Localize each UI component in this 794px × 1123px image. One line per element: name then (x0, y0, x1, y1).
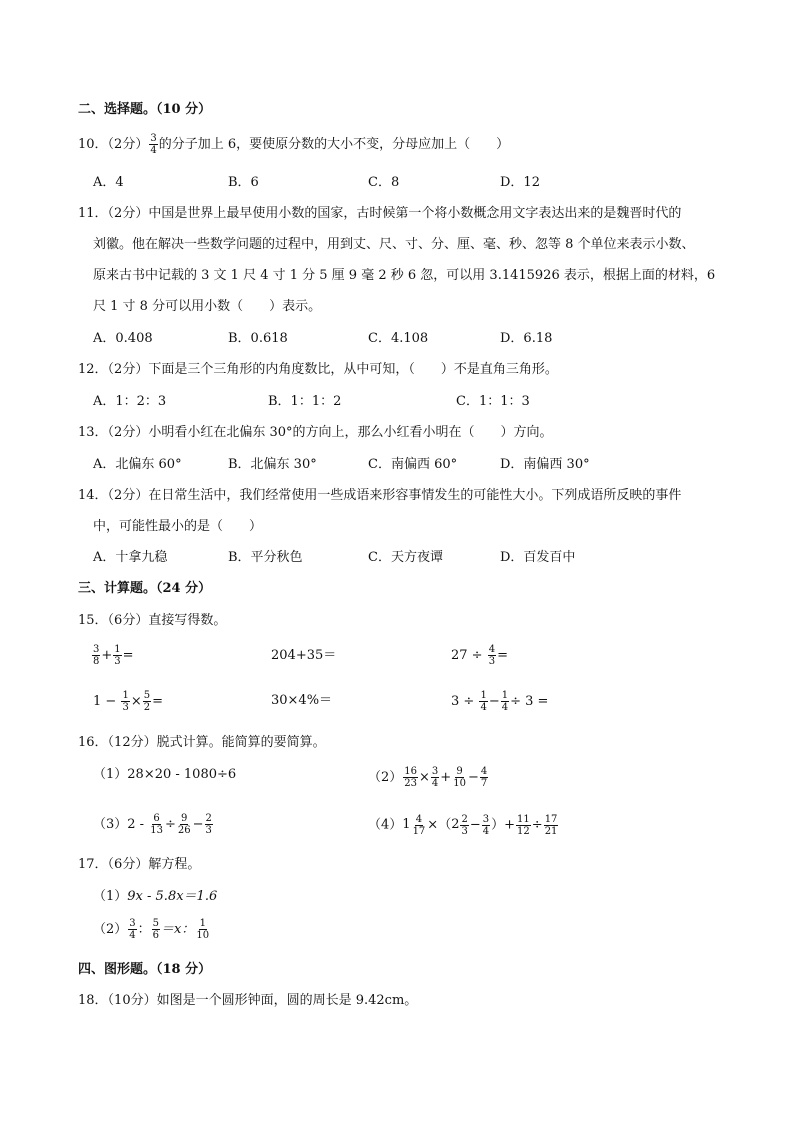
frac-numerator: 9 (181, 813, 188, 824)
frac-numerator: 4 (415, 813, 423, 825)
q11-option-a: A．0.408 (93, 331, 153, 346)
frac-denominator: 26 (177, 825, 191, 836)
operator: − (469, 817, 481, 833)
q15-expr-2: 204+35＝ (271, 648, 337, 663)
q10-fraction (149, 133, 157, 156)
frac-numerator: 3 (431, 766, 439, 777)
q16-part-3 (93, 807, 214, 843)
question-17: 17．（6分）解方程。 (78, 857, 201, 872)
expr-prefix: 3 ÷ (451, 694, 475, 709)
fraction (177, 813, 192, 836)
frac-numerator: 1 (199, 918, 206, 929)
frac-numerator: 9 (456, 766, 463, 777)
operator: + (101, 648, 113, 663)
operator: − (488, 694, 500, 709)
frac-numerator: 5 (143, 690, 151, 701)
q14-option-b: B．平分秋色 (228, 550, 303, 565)
equation-middle: ＝x： (161, 922, 195, 937)
frac-numerator: 3 (129, 918, 136, 929)
operator: × (130, 694, 142, 709)
frac-denominator: 7 (480, 778, 488, 789)
q14-option-c: C．天方夜谭 (368, 550, 443, 565)
section-title-choice: 二、选择题。（10 分） (78, 102, 212, 117)
fraction (128, 918, 136, 941)
fraction (195, 918, 210, 941)
q13-option-d: D．南偏西 30° (500, 457, 590, 472)
question-13: 13．（2分）小明看小红在北偏东 30°的方向上，那么小红看小明在（ ）方向。 (78, 425, 553, 440)
q11-line-4: 尺 1 寸 8 分可以用小数（ ）表示。 (93, 299, 322, 314)
frac-denominator: 3 (122, 702, 129, 713)
fraction (205, 813, 213, 836)
equals-sign: = (122, 648, 134, 663)
operator: ÷ (531, 817, 543, 833)
q15-expr-1 (91, 638, 134, 674)
whole-part: 1 (402, 817, 411, 832)
fraction (412, 814, 427, 837)
mixed-number (402, 807, 427, 843)
section-title-calc: 三、计算题。（24 分） (78, 581, 212, 596)
q13-option-a: A．北偏东 60° (93, 457, 182, 472)
operator: + (440, 770, 452, 785)
fraction (149, 813, 164, 836)
operator: − (192, 817, 204, 832)
fraction (544, 814, 559, 837)
q17-part-1 (93, 888, 217, 906)
fraction (143, 690, 151, 713)
q13-option-c: C．南偏西 60° (368, 457, 458, 472)
frac-numerator: 6 (153, 813, 160, 824)
frac-denominator: 12 (517, 825, 530, 837)
frac-numerator: 1 (114, 644, 121, 655)
whole-part: 2 (451, 817, 460, 832)
frac-denominator: 3 (114, 656, 121, 667)
frac-numerator: 1 (122, 690, 129, 701)
frac-denominator: 21 (544, 825, 558, 837)
operator: × (419, 770, 430, 785)
frac-denominator: 23 (404, 778, 418, 789)
fraction (452, 766, 467, 789)
frac-denominator: 10 (196, 930, 210, 941)
q10-text: 的分子加上 6，要使原分数的大小不变，分母应加上（ ） (158, 137, 510, 152)
fraction (501, 690, 509, 713)
q10-option-b: B．6 (228, 175, 259, 190)
frac-denominator: 4 (480, 702, 487, 713)
frac-numerator: 3 (93, 644, 100, 655)
fraction (403, 766, 418, 789)
frac-denominator: 4 (482, 825, 490, 837)
frac-denominator: 4 (431, 778, 439, 789)
q11-option-c: C．4.108 (368, 331, 429, 346)
frac-numerator: 3 (150, 133, 157, 144)
fraction (479, 690, 487, 713)
question-12: 12．（2分）下面是三个三角形的内角度数比，从中可知，（ ）不是直角三角形。 (78, 362, 558, 377)
part-label: （2） (368, 770, 403, 785)
frac-denominator: 8 (93, 656, 100, 667)
fraction (488, 644, 496, 667)
q15-expr-3 (451, 638, 508, 674)
frac-numerator: 1 (501, 690, 509, 701)
part-label: （4） (368, 817, 403, 833)
fraction (121, 690, 129, 713)
frac-numerator: 3 (482, 813, 490, 825)
part-label: （3）2 - (93, 817, 145, 832)
ratio-colon: ： (137, 922, 151, 937)
expr-suffix: ÷ 3 = (510, 694, 549, 709)
equals-sign: = (497, 648, 508, 663)
q15-expr-6 (451, 684, 548, 720)
frac-denominator: 2 (143, 702, 151, 713)
frac-denominator: 17 (412, 825, 426, 837)
frac-denominator: 4 (129, 930, 136, 941)
q11-option-d: D．6.18 (500, 331, 553, 346)
question-16: 16．（12分）脱式计算。能简算的要简算。 (78, 735, 326, 750)
fraction (516, 814, 531, 837)
question-18: 18．（10分）如图是一个圆形钟面，圆的周长是 9.42cm。 (78, 993, 418, 1008)
q16-part-2 (368, 760, 489, 796)
expr-prefix: 27 ÷ (451, 648, 483, 663)
q15-expr-5: 30×4%＝ (271, 693, 333, 708)
q10-prefix: 10．（2分） (78, 137, 149, 152)
frac-numerator: 2 (461, 813, 468, 825)
section-title-geometry: 四、图形题。（18 分） (78, 962, 212, 977)
frac-denominator: 3 (205, 825, 212, 836)
frac-denominator: 4 (501, 702, 509, 713)
operator: ÷ (164, 817, 176, 832)
frac-denominator: 10 (453, 778, 466, 789)
part-label: （2） (93, 922, 128, 937)
q11-option-b: B．0.618 (228, 331, 288, 346)
part-label: （1） (93, 889, 128, 904)
q10-option-d: D．12 (500, 175, 540, 190)
question-10 (78, 130, 509, 160)
q14-line-1: 14．（2分）在日常生活中，我们经常使用一些成语来形容事情发生的可能性大小。下列成语所反映的事件 (78, 488, 682, 503)
q14-line-2: 中，可能性最小的是（ ） (93, 519, 263, 534)
frac-denominator: 3 (461, 825, 468, 837)
q12-option-a: A．1：2：3 (93, 394, 167, 409)
fraction (482, 814, 490, 837)
fraction (431, 766, 439, 789)
q14-option-d: D．百发百中 (500, 550, 576, 565)
question-15: 15．（6分）直接写得数。 (78, 613, 227, 628)
frac-numerator: 5 (152, 918, 160, 929)
q16-part-4 (368, 807, 559, 844)
q12-option-b: B．1：1：2 (268, 394, 342, 409)
equation: 9x - 5.8x＝1.6 (127, 889, 218, 904)
frac-numerator: 2 (205, 813, 212, 824)
fraction (460, 814, 468, 837)
q11-line-2: 刘徽。他在解决一些数学问题的过程中，用到丈、尺、寸、分、厘、毫、秒、忽等 8 个单位来表示小数、 (93, 237, 695, 252)
frac-denominator: 4 (150, 145, 157, 156)
mixed-number (451, 807, 470, 843)
q11-line-3: 原来古书中记载的 3 文 1 尺 4 寸 1 分 5 厘 9 毫 2 秒 6 忽，可以用 3.1415926 表示，根据上面的材料，6 (93, 268, 716, 283)
q14-option-a: A．十拿九稳 (93, 550, 168, 565)
fraction (480, 766, 488, 789)
frac-numerator: 17 (544, 813, 558, 825)
frac-numerator: 4 (488, 644, 496, 655)
q17-part-2 (93, 912, 211, 948)
q10-option-a: A．4 (93, 175, 124, 190)
q15-expr-4 (93, 684, 163, 720)
q12-option-c: C．1：1：3 (456, 394, 530, 409)
operator: ×（ (427, 817, 452, 833)
frac-numerator: 11 (517, 813, 530, 825)
frac-denominator: 13 (150, 825, 163, 836)
expr-prefix: 1 − (93, 694, 117, 709)
frac-numerator: 16 (404, 766, 418, 777)
operator: ）+ (491, 817, 516, 833)
q10-option-c: C．8 (368, 175, 400, 190)
fraction (92, 644, 100, 667)
q13-option-b: B．北偏东 30° (228, 457, 317, 472)
frac-numerator: 4 (480, 766, 488, 777)
frac-denominator: 6 (152, 930, 160, 941)
fraction (152, 918, 160, 941)
fraction (113, 644, 121, 667)
frac-denominator: 3 (488, 656, 496, 667)
operator: − (467, 770, 479, 785)
frac-numerator: 1 (480, 690, 487, 701)
q11-line-1: 11．（2分）中国是世界上最早使用小数的国家，古时候第一个将小数概念用文字表达出来的是魏晋时代的 (78, 206, 682, 221)
equals-sign: = (152, 694, 163, 709)
q16-part-1: （1）28×20 - 1080÷6 (93, 767, 237, 782)
